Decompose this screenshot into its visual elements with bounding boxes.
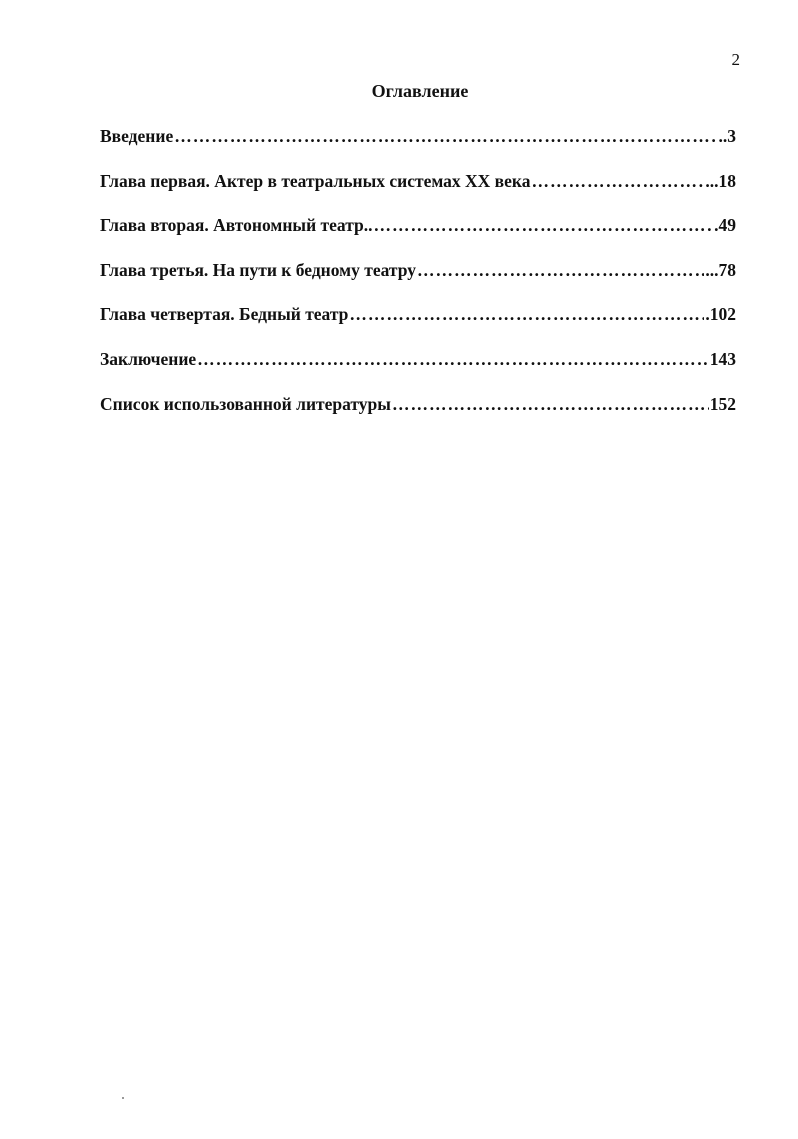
dot-leader (349, 304, 704, 325)
toc-entry-page: 143 (709, 348, 736, 369)
toc-entry-label: Глава первая. Актер в театральных системах XX века (100, 170, 531, 191)
dot-leader (174, 126, 717, 147)
toc-entry-label: Заключение (100, 348, 197, 369)
toc-entry-chapter-3 (100, 260, 736, 305)
toc-entry-chapter-4 (100, 304, 736, 349)
toc-entry-chapter-2 (100, 215, 736, 260)
dot-leader (373, 215, 713, 236)
toc-entry-label: Список использованной литературы (100, 393, 391, 414)
dot-leader (197, 349, 709, 370)
table-of-contents (100, 126, 736, 438)
toc-entry-page: ...78 (705, 259, 736, 280)
toc-entry-page: .102 (705, 304, 736, 325)
toc-title: Оглавление (371, 81, 469, 101)
toc-entry-label: Введение (100, 126, 174, 146)
toc-entry-page: .49 (714, 215, 736, 236)
toc-entry-label: Глава вторая. Автономный театр.. (100, 215, 373, 236)
toc-entry-conclusion (100, 349, 736, 394)
toc-entry-label: Глава четвертая. Бедный театр (100, 304, 349, 325)
toc-entry-introduction (100, 126, 736, 171)
dot-leader (417, 260, 704, 281)
dot-leader (392, 394, 709, 415)
page-number: 2 (731, 50, 740, 69)
toc-entry-page: ...18 (705, 170, 736, 191)
toc-entry-chapter-1 (100, 171, 736, 216)
scan-speck (122, 1097, 124, 1099)
toc-entry-label: Глава третья. На пути к бедному театру (100, 259, 416, 280)
dot-leader (531, 171, 704, 192)
toc-entry-bibliography (100, 394, 736, 439)
toc-entry-page: 152 (709, 393, 736, 414)
toc-entry-page: ..3 (718, 126, 736, 146)
